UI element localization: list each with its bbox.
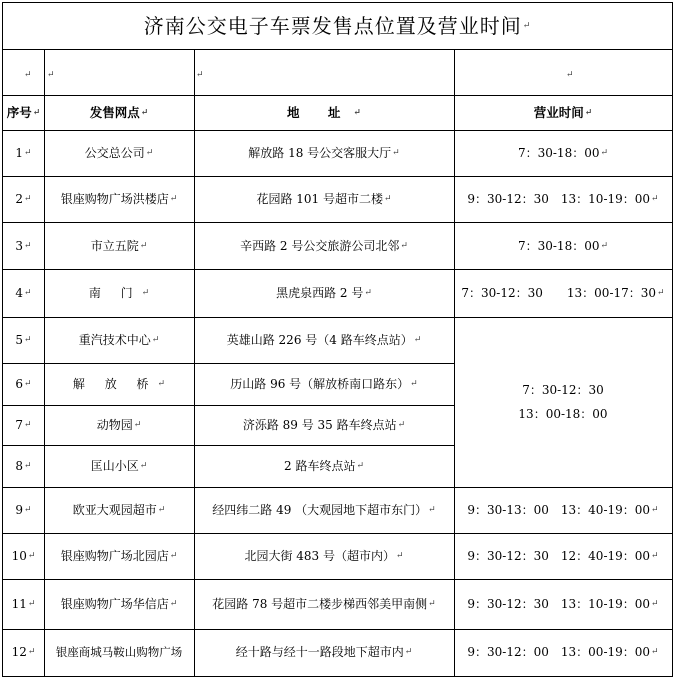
table-border [2, 130, 673, 131]
table-border [2, 2, 3, 677]
table-border [2, 2, 673, 3]
table-border [2, 405, 454, 406]
table-border [2, 317, 673, 318]
paragraph-mark-icon: ↵ [24, 70, 32, 80]
paragraph-mark-icon: ↵ [196, 70, 204, 80]
header-outlet: 发售网点 ↵ [89, 104, 149, 120]
table-border [2, 629, 673, 630]
table-border [2, 363, 454, 364]
table-row-outlet: 动物园 ↵ [96, 418, 142, 432]
table-row-hours: 7：30-12：30 13：00-17：30 ↵ [461, 286, 665, 300]
table-row-address: 解放路 18 号公交客服大厅 ↵ [248, 146, 400, 160]
table-border [2, 222, 673, 223]
table-border [194, 49, 195, 677]
table-row-outlet: 银座购物广场华信店 ↵ [60, 597, 178, 611]
table-row-outlet: 南 门 ↵ [88, 286, 150, 300]
table-border [2, 269, 673, 270]
table-row-hours: 7：30-18：00 ↵ [517, 238, 609, 253]
table-border [2, 49, 673, 50]
table-row-outlet: 银座购物广场洪楼店 ↵ [60, 192, 178, 206]
table-row-address: 济泺路 89 号 35 路车终点站 ↵ [242, 418, 406, 432]
table-row-address: 花园路 101 号超市二楼 ↵ [256, 192, 392, 206]
table-row-address: 黑虎泉西路 2 号 ↵ [276, 286, 372, 300]
table-row-outlet: 公交总公司 ↵ [84, 146, 154, 160]
table-row-index: 2 ↵ [15, 192, 32, 206]
table-row-hours: 9：30-12：30 12：40-19：00 ↵ [467, 549, 659, 563]
table-row-index: 11 ↵ [11, 597, 36, 611]
table-row-outlet: 解 放 桥 ↵ [72, 377, 166, 391]
merged-hours-cell [454, 317, 672, 487]
table-border [2, 533, 673, 534]
merged-hours-line2: 13：00-18：00 [518, 407, 608, 421]
table-row-outlet: 匡山小区 ↵ [90, 459, 148, 473]
table-border [2, 95, 673, 96]
header-hours: 营业时间 ↵ [533, 104, 593, 120]
table-row-outlet: 银座商城马鞍山购物广场 [55, 645, 183, 659]
table-row-outlet: 银座购物广场北园店 ↵ [60, 549, 178, 563]
table-row-index: 5 ↵ [15, 333, 32, 347]
table-row-outlet: 欧亚大观园超市 ↵ [72, 503, 166, 517]
table-border [2, 676, 673, 677]
table-row-index: 3 ↵ [15, 238, 32, 253]
paragraph-mark-icon: ↵ [522, 21, 532, 31]
table-row-hours: 7：30-18：00 ↵ [517, 146, 609, 160]
table-border [2, 176, 673, 177]
paragraph-mark-icon: ↵ [566, 70, 574, 80]
header-index: 序号 ↵ [6, 104, 41, 120]
table-row-hours: 9：30-12：00 13：00-19：00 ↵ [467, 645, 659, 659]
paragraph-mark-icon: ↵ [47, 70, 55, 80]
table-row-index: 6 ↵ [15, 377, 32, 391]
table-row-hours: 9：30-13：00 13：40-19：00 ↵ [467, 503, 659, 517]
table-row-address: 英雄山路 226 号（4 路车终点站） ↵ [226, 333, 422, 347]
table-border [454, 49, 455, 677]
table-border [672, 2, 673, 677]
title-text: 济南公交电子车票发售点位置及营业时间 [143, 14, 522, 38]
table-border [44, 49, 45, 677]
table-row-hours: 9：30-12：30 13：10-19：00 ↵ [467, 597, 659, 611]
table-row-address: 花园路 78 号超市二楼步梯西邻美甲南侧 ↵ [212, 597, 436, 611]
table-row-address: 经四纬二路 49 （大观园地下超市东门） ↵ [212, 503, 436, 517]
header-address: 地 址 ↵ [287, 104, 361, 120]
table-row-address: 辛西路 2 号公交旅游公司北邻 ↵ [240, 238, 408, 253]
table-row-index: 9 ↵ [15, 503, 32, 517]
merged-hours-line1: 7：30-12：30 [522, 383, 604, 397]
table-row-index: 10 ↵ [11, 549, 36, 563]
table-border [2, 445, 454, 446]
table-row-index: 12 ↵ [11, 645, 36, 659]
table-row-index: 1 ↵ [15, 146, 32, 160]
page-title [3, 3, 672, 49]
table-row-address: 经十路与经十一路段地下超市内 ↵ [235, 645, 413, 659]
table-border [2, 487, 673, 488]
table-row-index: 7 ↵ [15, 418, 32, 432]
table-border [2, 579, 673, 580]
table-row-index: 4 ↵ [15, 286, 32, 300]
table-row-index: 8 ↵ [15, 459, 32, 473]
table-row-outlet: 市立五院 ↵ [90, 238, 148, 253]
table-row-hours: 9：30-12：30 13：10-19：00 ↵ [467, 192, 659, 206]
table-row-address: 北园大街 483 号（超市内） ↵ [244, 549, 404, 563]
table-row-address: 2 路车终点站 ↵ [284, 459, 364, 473]
table-row-outlet: 重汽技术中心 ↵ [78, 333, 160, 347]
table-row-address: 历山路 96 号（解放桥南口路东） ↵ [230, 377, 418, 391]
